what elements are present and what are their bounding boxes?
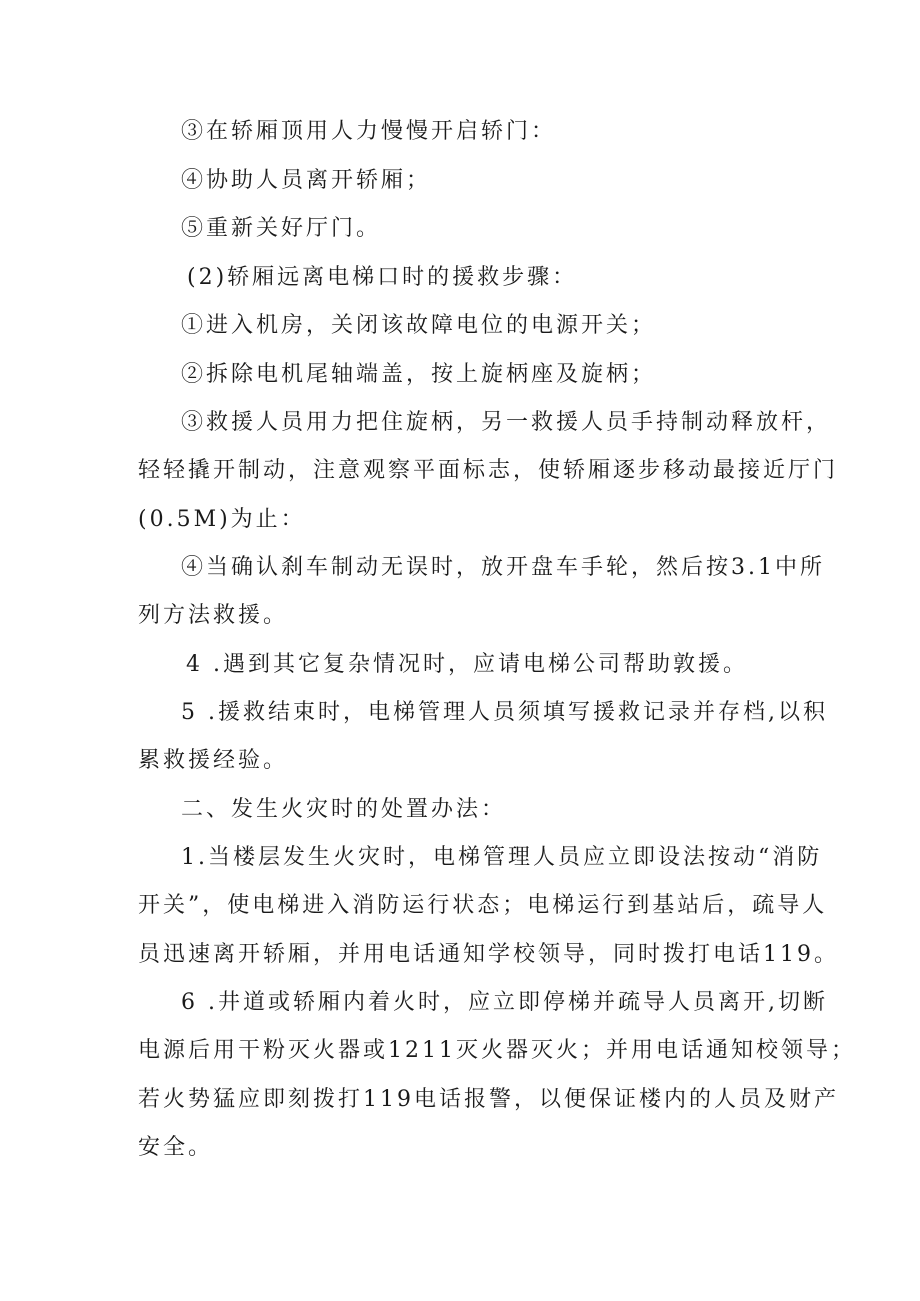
text-line: 5 .援救结束时，电梯管理人员须填写援救记录并存档,以积 <box>181 700 828 725</box>
section-heading: 二、发生火灾时的处置办法： <box>181 797 507 822</box>
text-line: 轻轻撬开制动，注意观察平面标志，使轿厢逐步移动最接近厅门 <box>138 458 839 483</box>
text-line: (2)轿厢远离电梯口时的援救步骤： <box>187 265 578 290</box>
text-line: 累救援经验。 <box>138 748 289 773</box>
text-line: 列方法救援。 <box>138 603 289 628</box>
text-line: ④当确认刹车制动无误时，放开盘车手轮，然后按3.1中所 <box>181 555 825 580</box>
text-line: 若火势猛应即刻拨打119电话报警，以便保证楼内的人员及财产 <box>138 1087 839 1112</box>
text-line: 开关”，使电梯进入消防运行状态；电梯运行到基站后，疏导人 <box>138 893 828 918</box>
text-line: 安全。 <box>138 1135 214 1160</box>
text-line: ⑤重新关好厅门。 <box>181 216 382 241</box>
text-line: 电源后用干粉灭火器或1211灭火器灭火；并用电话通知校领导； <box>138 1038 856 1063</box>
text-line: ①进入机房，关闭该故障电位的电源开关； <box>181 313 657 338</box>
text-line: 6 .井道或轿厢内着火时，应立即停梯并疏导人员离开,切断 <box>181 990 828 1015</box>
text-line: ③救援人员用力把住旋柄，另一救援人员手持制动释放杆， <box>181 410 832 435</box>
text-line: ②拆除电机尾轴端盖，按上旋柄座及旋柄； <box>181 362 657 387</box>
text-line: ④协助人员离开轿厢； <box>181 168 432 193</box>
text-line: 4 .遇到其它复杂情况时，应请电梯公司帮助敦援。 <box>186 652 748 677</box>
text-line: 员迅速离开轿厢，并用电话通知学校领导，同时拨打电话119。 <box>138 942 839 967</box>
text-line: 1.当楼层发生火灾时，电梯管理人员应立即设法按动“消防 <box>181 845 823 870</box>
text-line: ③在轿厢顶用人力慢慢开启轿门： <box>181 119 557 144</box>
text-line: (0.5M)为止： <box>138 507 306 532</box>
